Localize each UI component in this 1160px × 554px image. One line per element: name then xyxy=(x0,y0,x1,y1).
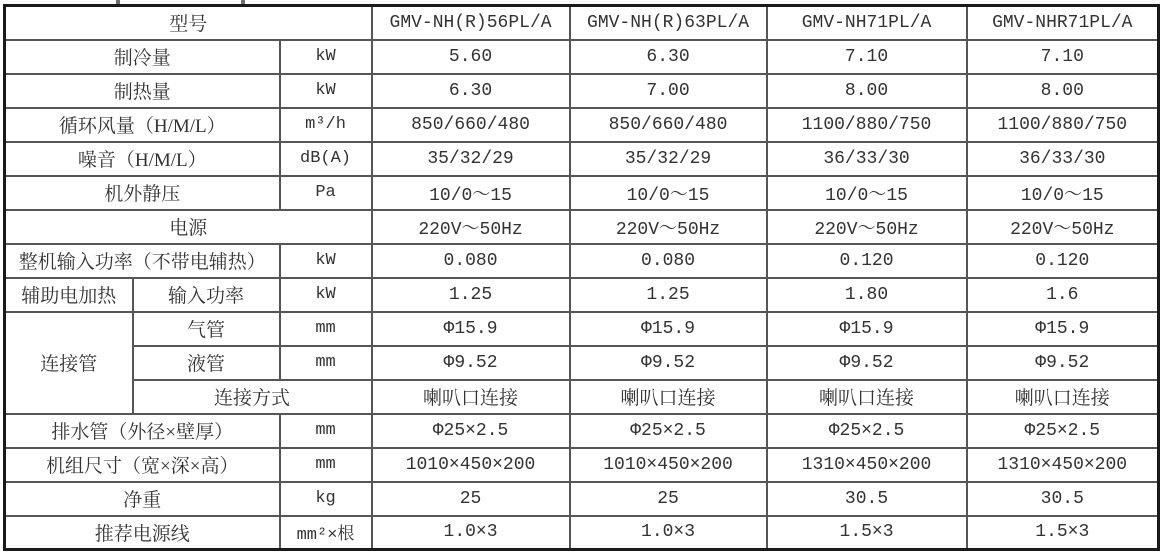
value-cell: 7.00 xyxy=(570,74,767,108)
value-cell: 0.120 xyxy=(967,244,1159,278)
value-cell: Φ15.9 xyxy=(570,312,767,346)
spec-label-cell: 输入功率 xyxy=(133,278,280,312)
group-label-cell: 连接管 xyxy=(5,312,133,414)
spec-label-cell: 净重 xyxy=(5,482,280,516)
value-cell: 1100/880/750 xyxy=(767,108,967,142)
spec-label-cell: 排水管（外径×壁厚） xyxy=(5,414,280,448)
value-cell: 1310×450×200 xyxy=(767,448,967,482)
drain-pipe-row xyxy=(5,414,1159,448)
value-cell: Φ9.52 xyxy=(767,346,967,380)
static-pressure-row xyxy=(5,176,1159,210)
value-cell: 1.80 xyxy=(767,278,967,312)
model-label-cell: 型号 xyxy=(5,6,372,40)
value-cell: 喇叭口连接 xyxy=(967,380,1159,414)
model-row xyxy=(5,6,1159,40)
value-cell: 35/32/29 xyxy=(372,142,570,176)
value-cell: 0.080 xyxy=(372,244,570,278)
value-cell: 10/0～15 xyxy=(967,176,1159,210)
value-cell: 5.60 xyxy=(372,40,570,74)
aux-heater-row xyxy=(5,278,1159,312)
value-cell: 1.5×3 xyxy=(967,516,1159,550)
value-cell: 喇叭口连接 xyxy=(767,380,967,414)
dimensions-row xyxy=(5,448,1159,482)
value-cell: Φ25×2.5 xyxy=(570,414,767,448)
noise-row xyxy=(5,142,1159,176)
value-cell: 喇叭口连接 xyxy=(570,380,767,414)
unit-cell: Pa xyxy=(280,176,372,210)
spec-label-cell: 噪音（H/M/L） xyxy=(5,142,280,176)
spec-label-cell: 制冷量 xyxy=(5,40,280,74)
value-cell: 1010×450×200 xyxy=(372,448,570,482)
spec-label-cell: 电源 xyxy=(5,210,372,244)
value-cell: 10/0～15 xyxy=(372,176,570,210)
unit-cell: kg xyxy=(280,482,372,516)
net-weight-row xyxy=(5,482,1159,516)
unit-cell: kW xyxy=(280,74,372,108)
value-cell: Φ15.9 xyxy=(967,312,1159,346)
spec-label-cell: 连接方式 xyxy=(133,380,372,414)
model-cell: GMV-NH(R)63PL/A xyxy=(570,6,767,40)
value-cell: 850/660/480 xyxy=(372,108,570,142)
value-cell: Φ9.52 xyxy=(372,346,570,380)
heating-capacity-row xyxy=(5,74,1159,108)
value-cell: 1100/880/750 xyxy=(967,108,1159,142)
value-cell: 8.00 xyxy=(767,74,967,108)
value-cell: 30.5 xyxy=(967,482,1159,516)
spec-label-cell: 机外静压 xyxy=(5,176,280,210)
value-cell: 1.25 xyxy=(570,278,767,312)
value-cell: 1.5×3 xyxy=(767,516,967,550)
value-cell: 6.30 xyxy=(372,74,570,108)
unit-cell: dB(A) xyxy=(280,142,372,176)
value-cell: 25 xyxy=(372,482,570,516)
pipe-connection-row xyxy=(5,380,1159,414)
value-cell: 25 xyxy=(570,482,767,516)
spec-table xyxy=(3,4,1160,551)
value-cell: 10/0～15 xyxy=(570,176,767,210)
unit-cell: m³/h xyxy=(280,108,372,142)
value-cell: 8.00 xyxy=(967,74,1159,108)
value-cell: 6.30 xyxy=(570,40,767,74)
unit-cell: mm xyxy=(280,346,372,380)
spec-label-cell: 整机输入功率（不带电辅热） xyxy=(5,244,280,278)
value-cell: Φ25×2.5 xyxy=(967,414,1159,448)
value-cell: Φ9.52 xyxy=(570,346,767,380)
unit-cell: kW xyxy=(280,278,372,312)
value-cell: Φ9.52 xyxy=(967,346,1159,380)
value-cell: 220V～50Hz xyxy=(372,210,570,244)
value-cell: 36/33/30 xyxy=(967,142,1159,176)
value-cell: 10/0～15 xyxy=(767,176,967,210)
value-cell: 1.0×3 xyxy=(570,516,767,550)
power-cord-row xyxy=(5,516,1159,550)
unit-cell: mm xyxy=(280,448,372,482)
value-cell: 1.0×3 xyxy=(372,516,570,550)
value-cell: 1.6 xyxy=(967,278,1159,312)
value-cell: 0.080 xyxy=(570,244,767,278)
value-cell: Φ25×2.5 xyxy=(767,414,967,448)
value-cell: 220V～50Hz xyxy=(967,210,1159,244)
value-cell: 7.10 xyxy=(967,40,1159,74)
value-cell: 220V～50Hz xyxy=(767,210,967,244)
spec-label-cell: 液管 xyxy=(133,346,280,380)
model-cell: GMV-NH(R)56PL/A xyxy=(372,6,570,40)
value-cell: 1310×450×200 xyxy=(967,448,1159,482)
air-flow-row xyxy=(5,108,1159,142)
value-cell: 喇叭口连接 xyxy=(372,380,570,414)
value-cell: 7.10 xyxy=(767,40,967,74)
power-supply-row xyxy=(5,210,1159,244)
unit-cell: kW xyxy=(280,244,372,278)
value-cell: 30.5 xyxy=(767,482,967,516)
total-input-power-row xyxy=(5,244,1159,278)
value-cell: 1010×450×200 xyxy=(570,448,767,482)
spec-label-cell: 推荐电源线 xyxy=(5,516,280,550)
spec-label-cell: 制热量 xyxy=(5,74,280,108)
unit-cell: mm²×根 xyxy=(280,516,372,550)
value-cell: 0.120 xyxy=(767,244,967,278)
model-cell: GMV-NHR71PL/A xyxy=(967,6,1159,40)
unit-cell: mm xyxy=(280,414,372,448)
value-cell: Φ15.9 xyxy=(372,312,570,346)
spec-label-cell: 循环风量（H/M/L） xyxy=(5,108,280,142)
spec-label-cell: 气管 xyxy=(133,312,280,346)
value-cell: 1.25 xyxy=(372,278,570,312)
group-label-cell: 辅助电加热 xyxy=(5,278,133,312)
unit-cell: kW xyxy=(280,40,372,74)
cooling-capacity-row xyxy=(5,40,1159,74)
value-cell: Φ25×2.5 xyxy=(372,414,570,448)
value-cell: 35/32/29 xyxy=(570,142,767,176)
unit-cell: mm xyxy=(280,312,372,346)
value-cell: 220V～50Hz xyxy=(570,210,767,244)
model-cell: GMV-NH71PL/A xyxy=(767,6,967,40)
value-cell: 36/33/30 xyxy=(767,142,967,176)
value-cell: Φ15.9 xyxy=(767,312,967,346)
spec-label-cell: 机组尺寸（宽×深×高） xyxy=(5,448,280,482)
pipe-liquid-row xyxy=(5,346,1159,380)
pipe-gas-row xyxy=(5,312,1159,346)
value-cell: 850/660/480 xyxy=(570,108,767,142)
